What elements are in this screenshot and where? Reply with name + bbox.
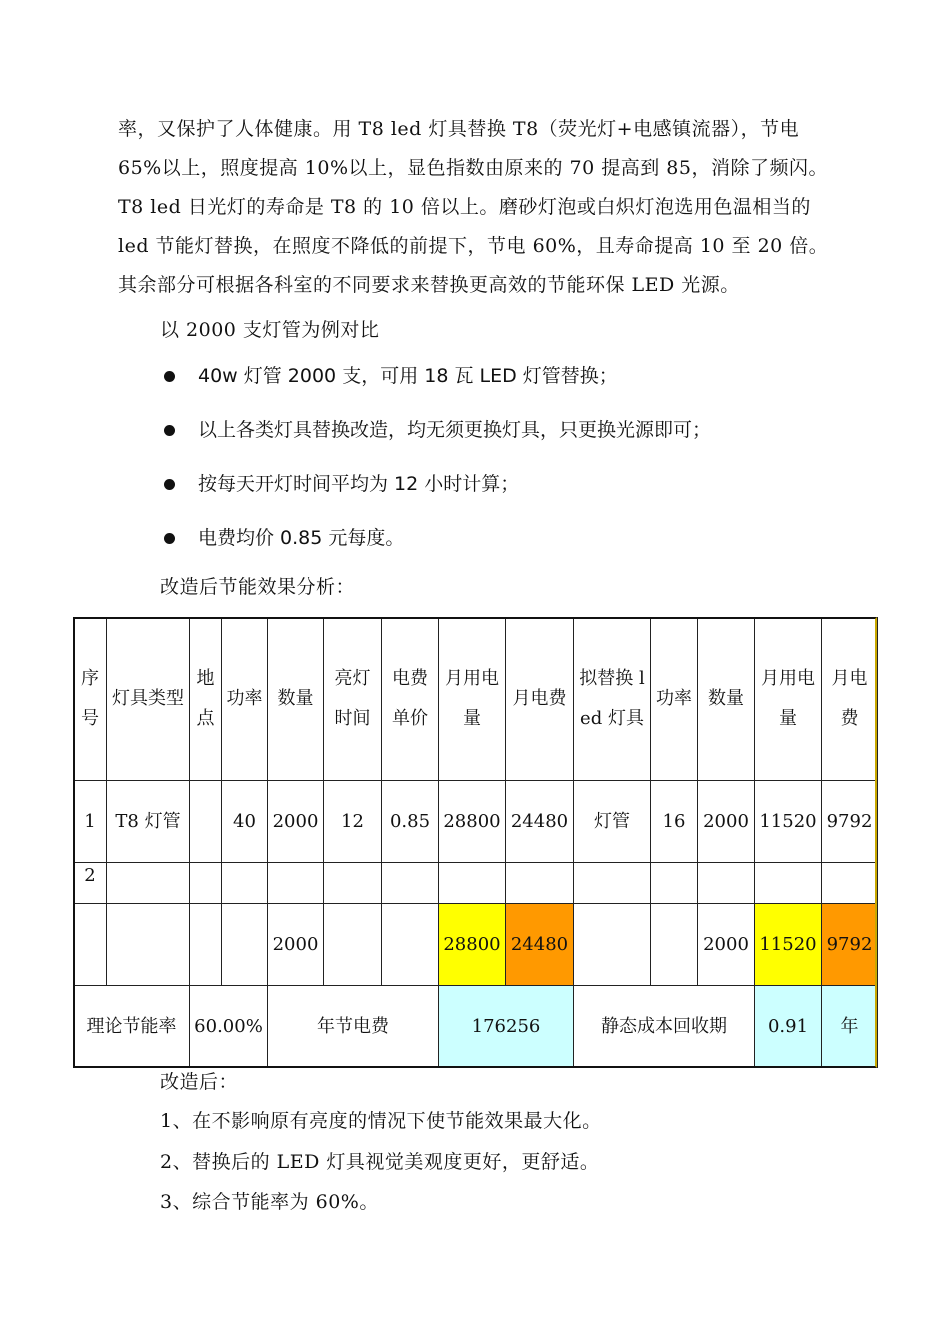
- table-cell: [190, 863, 222, 904]
- table-cell: [324, 863, 382, 904]
- table-cell: [574, 904, 651, 986]
- table-cell: [506, 863, 574, 904]
- bullet-dot-icon: [164, 371, 175, 382]
- bullet-dot-icon: [164, 479, 175, 490]
- header-cell: 电费单价: [382, 618, 439, 781]
- table-cell: [651, 863, 698, 904]
- table-cell: [822, 863, 878, 904]
- intro-line: 率，又保护了人体健康。用 T8 led 灯具替换 T8（荧光灯+电感镇流器），节电: [118, 118, 800, 140]
- totals-row: [74, 904, 878, 986]
- table-cell: 24480: [506, 781, 574, 863]
- table-cell: 2000: [268, 781, 324, 863]
- header-cell: 地点: [190, 618, 222, 781]
- header-cell: 序号: [74, 618, 107, 781]
- table-cell: [74, 904, 107, 986]
- total-new-monthly-kwh-cell: 11520: [755, 904, 822, 986]
- intro-line: 其余部分可根据各科室的不同要求来替换更高效的节能环保 LED 光源。: [118, 274, 740, 296]
- table-cell: 1: [74, 781, 107, 863]
- after-item: 3、综合节能率为 60%。: [160, 1191, 379, 1213]
- bullet-dot-icon: [164, 425, 175, 436]
- header-cell: 亮灯时间: [324, 618, 382, 781]
- after-item: 1、在不影响原有亮度的情况下使节能效果最大化。: [160, 1110, 602, 1132]
- total-new-count-cell: 2000: [698, 904, 755, 986]
- table-cell: [651, 904, 698, 986]
- rate-value-cell: 60.00%: [190, 986, 268, 1068]
- table-cell: [107, 904, 190, 986]
- table-cell: [324, 904, 382, 986]
- table-row: [74, 863, 878, 904]
- bullet-text: 按每天开灯时间平均为 12 小时计算；: [198, 473, 520, 495]
- bullet-text: 以上各类灯具替换改造，均无须更换灯具，只更换光源即可；: [198, 419, 712, 441]
- table-cell: 2000: [698, 781, 755, 863]
- intro-paragraph: [118, 110, 858, 305]
- analysis-title: 改造后节能效果分析：: [160, 576, 356, 598]
- bullet-dot-icon: [164, 533, 175, 544]
- payback-label-cell: 静态成本回收期: [574, 986, 755, 1068]
- bullet-text: 电费均价 0.85 元每度。: [198, 527, 405, 549]
- table-cell: [190, 904, 222, 986]
- table-cell: 16: [651, 781, 698, 863]
- total-new-monthly-fee-cell: 9792: [822, 904, 878, 986]
- header-cell: 月用电量: [755, 618, 822, 781]
- table-cell: [439, 863, 506, 904]
- table-cell: [382, 904, 439, 986]
- header-cell: 数量: [268, 618, 324, 781]
- rate-label-cell: 理论节能率: [74, 986, 190, 1068]
- total-monthly-fee-cell: 24480: [506, 904, 574, 986]
- header-cell: 功率: [651, 618, 698, 781]
- table-cell: [222, 863, 268, 904]
- table-cell: [698, 863, 755, 904]
- total-monthly-kwh-cell: 28800: [439, 904, 506, 986]
- header-cell: 数量: [698, 618, 755, 781]
- bullet-text: 40w 灯管 2000 支，可用 18 瓦 LED 灯管替换；: [198, 365, 618, 387]
- table-cell: [382, 863, 439, 904]
- table-cell: 28800: [439, 781, 506, 863]
- header-cell: 月电费: [506, 618, 574, 781]
- table-cell: [755, 863, 822, 904]
- payback-unit-cell: 年: [822, 986, 878, 1068]
- table-cell: 40: [222, 781, 268, 863]
- after-item: 2、替换后的 LED 灯具视觉美观度更好，更舒适。: [160, 1151, 600, 1173]
- header-cell: 月用电量: [439, 618, 506, 781]
- energy-comparison-table: [73, 617, 878, 1068]
- total-count-cell: 2000: [268, 904, 324, 986]
- table-cell: [190, 781, 222, 863]
- header-cell: 灯具类型: [107, 618, 190, 781]
- intro-line: led 节能灯替换，在照度不降低的前提下，节电 60%，且寿命提高 10 至 20 倍。: [118, 235, 829, 257]
- table-row: [74, 781, 878, 863]
- comparison-intro: 以 2000 支灯管为例对比: [160, 319, 380, 341]
- header-cell: 功率: [222, 618, 268, 781]
- table-cell: 11520: [755, 781, 822, 863]
- annual-fee-value-cell: 176256: [439, 986, 574, 1068]
- table-cell: 灯管: [574, 781, 651, 863]
- header-cell: 月电费: [822, 618, 878, 781]
- table-cell: T8 灯管: [107, 781, 190, 863]
- table-cell: 9792: [822, 781, 878, 863]
- table-cell: 0.85: [382, 781, 439, 863]
- intro-line: 65%以上，照度提高 10%以上，显色指数由原来的 70 提高到 85，消除了频闪。: [118, 157, 828, 179]
- intro-line: T8 led 日光灯的寿命是 T8 的 10 倍以上。磨砂灯泡或白炽灯泡选用色温相当的: [118, 196, 811, 218]
- table-cell: [107, 863, 190, 904]
- table-cell: 12: [324, 781, 382, 863]
- table-cell: [222, 904, 268, 986]
- payback-value-cell: 0.91: [755, 986, 822, 1068]
- table-header-row: [74, 618, 878, 781]
- summary-row: [74, 986, 878, 1068]
- header-cell: 拟替换 led 灯具: [574, 618, 651, 781]
- table-cell: [268, 863, 324, 904]
- table-cell: [574, 863, 651, 904]
- annual-fee-label-cell: 年节电费: [268, 986, 439, 1068]
- table-cell: 2: [74, 863, 107, 904]
- after-title: 改造后：: [160, 1071, 239, 1093]
